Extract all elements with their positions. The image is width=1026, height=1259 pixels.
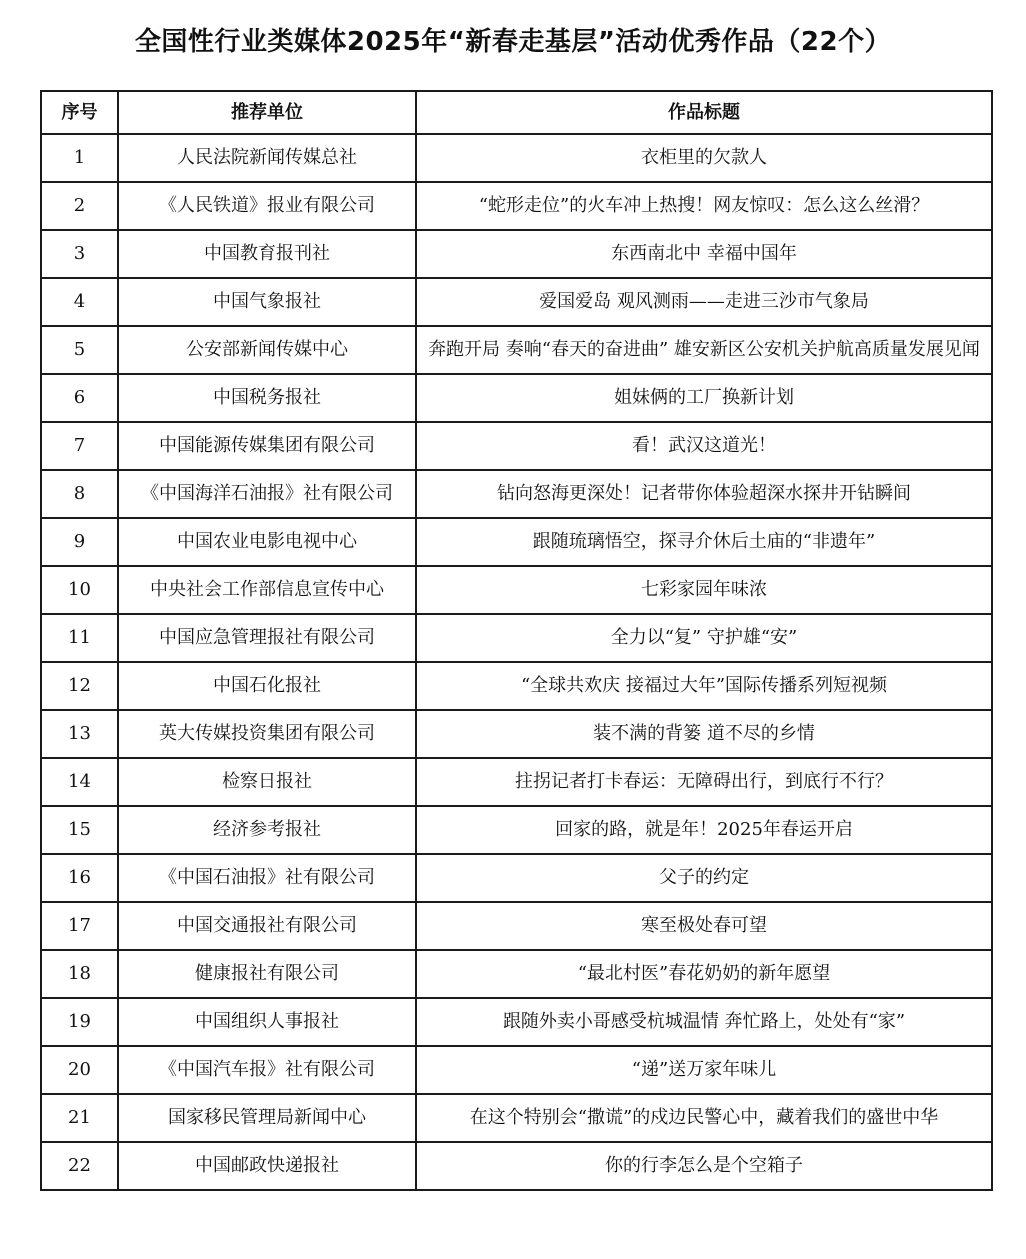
table-row	[41, 326, 992, 374]
row-unit: 中国税务报社	[118, 374, 416, 422]
row-title: 全力以“复” 守护雄“安”	[416, 614, 992, 662]
row-num: 4	[41, 278, 118, 326]
table-row	[41, 422, 992, 470]
row-unit: 中国教育报刊社	[118, 230, 416, 278]
row-unit: 英大传媒投资集团有限公司	[118, 710, 416, 758]
table-row	[41, 662, 992, 710]
row-num: 22	[41, 1142, 118, 1190]
row-num: 3	[41, 230, 118, 278]
row-title: 看！武汉这道光！	[416, 422, 992, 470]
row-title: “全球共欢庆 接福过大年”国际传播系列短视频	[416, 662, 992, 710]
header-title: 作品标题	[416, 91, 992, 134]
table-row	[41, 470, 992, 518]
row-unit: 国家移民管理局新闻中心	[118, 1094, 416, 1142]
row-num: 16	[41, 854, 118, 902]
row-num: 12	[41, 662, 118, 710]
row-title: 你的行李怎么是个空箱子	[416, 1142, 992, 1190]
header-unit: 推荐单位	[118, 91, 416, 134]
row-title: 衣柜里的欠款人	[416, 134, 992, 182]
table-row	[41, 614, 992, 662]
row-unit: 中国应急管理报社有限公司	[118, 614, 416, 662]
row-num: 11	[41, 614, 118, 662]
table-row	[41, 710, 992, 758]
row-title: 七彩家园年味浓	[416, 566, 992, 614]
page-title: 全国性行业类媒体2025年“新春走基层”活动优秀作品（22个）	[134, 27, 892, 57]
row-unit: 中国农业电影电视中心	[118, 518, 416, 566]
table-row	[41, 806, 992, 854]
row-unit: 中央社会工作部信息宣传中心	[118, 566, 416, 614]
table-row	[41, 182, 992, 230]
row-num: 17	[41, 902, 118, 950]
table-row	[41, 1046, 992, 1094]
table-body	[41, 134, 992, 1190]
row-num: 5	[41, 326, 118, 374]
row-num: 21	[41, 1094, 118, 1142]
row-unit: 中国邮政快递报社	[118, 1142, 416, 1190]
row-num: 8	[41, 470, 118, 518]
table-row	[41, 374, 992, 422]
row-title: 跟随琉璃悟空，探寻介休后土庙的“非遗年”	[416, 518, 992, 566]
table-row	[41, 998, 992, 1046]
row-title: “递”送万家年味儿	[416, 1046, 992, 1094]
row-title: 拄拐记者打卡春运：无障碍出行，到底行不行？	[416, 758, 992, 806]
row-title: 钻向怒海更深处！记者带你体验超深水探井开钻瞬间	[416, 470, 992, 518]
table-row	[41, 518, 992, 566]
row-title: 回家的路，就是年！2025年春运开启	[416, 806, 992, 854]
row-title: “最北村医”春花奶奶的新年愿望	[416, 950, 992, 998]
row-unit: 检察日报社	[118, 758, 416, 806]
row-title: 在这个特别会“撒谎”的戍边民警心中，藏着我们的盛世中华	[416, 1094, 992, 1142]
table-row	[41, 950, 992, 998]
header-num: 序号	[41, 91, 118, 134]
row-unit: 中国交通报社有限公司	[118, 902, 416, 950]
row-unit: 公安部新闻传媒中心	[118, 326, 416, 374]
row-title: 寒至极处春可望	[416, 902, 992, 950]
row-num: 14	[41, 758, 118, 806]
row-title: 父子的约定	[416, 854, 992, 902]
row-unit: 中国气象报社	[118, 278, 416, 326]
row-title: 装不满的背篓 道不尽的乡情	[416, 710, 992, 758]
table-row	[41, 230, 992, 278]
table-row	[41, 134, 992, 182]
row-unit: 中国能源传媒集团有限公司	[118, 422, 416, 470]
row-num: 18	[41, 950, 118, 998]
row-unit: 经济参考报社	[118, 806, 416, 854]
row-unit: 中国组织人事报社	[118, 998, 416, 1046]
table-row	[41, 1142, 992, 1190]
table-row	[41, 278, 992, 326]
row-num: 7	[41, 422, 118, 470]
row-num: 13	[41, 710, 118, 758]
row-num: 1	[41, 134, 118, 182]
table-row	[41, 902, 992, 950]
row-num: 15	[41, 806, 118, 854]
row-unit: 健康报社有限公司	[118, 950, 416, 998]
row-num: 20	[41, 1046, 118, 1094]
row-num: 2	[41, 182, 118, 230]
row-unit: 《中国石油报》社有限公司	[118, 854, 416, 902]
row-title: 姐妹俩的工厂换新计划	[416, 374, 992, 422]
table-row	[41, 1094, 992, 1142]
row-title: “蛇形走位”的火车冲上热搜！网友惊叹：怎么这么丝滑？	[416, 182, 992, 230]
row-num: 19	[41, 998, 118, 1046]
row-num: 9	[41, 518, 118, 566]
row-unit: 人民法院新闻传媒总社	[118, 134, 416, 182]
row-unit: 《人民铁道》报业有限公司	[118, 182, 416, 230]
row-unit: 《中国海洋石油报》社有限公司	[118, 470, 416, 518]
row-title: 奔跑开局 奏响“春天的奋进曲” 雄安新区公安机关护航高质量发展见闻	[416, 326, 992, 374]
row-title: 东西南北中 幸福中国年	[416, 230, 992, 278]
table-row	[41, 566, 992, 614]
table-header-row	[41, 91, 992, 134]
row-unit: 《中国汽车报》社有限公司	[118, 1046, 416, 1094]
row-num: 10	[41, 566, 118, 614]
row-title: 爱国爱岛 观风测雨——走进三沙市气象局	[416, 278, 992, 326]
awards-table	[40, 90, 993, 1191]
row-title: 跟随外卖小哥感受杭城温情 奔忙路上，处处有“家”	[416, 998, 992, 1046]
row-num: 6	[41, 374, 118, 422]
table-row	[41, 758, 992, 806]
row-unit: 中国石化报社	[118, 662, 416, 710]
table-row	[41, 854, 992, 902]
